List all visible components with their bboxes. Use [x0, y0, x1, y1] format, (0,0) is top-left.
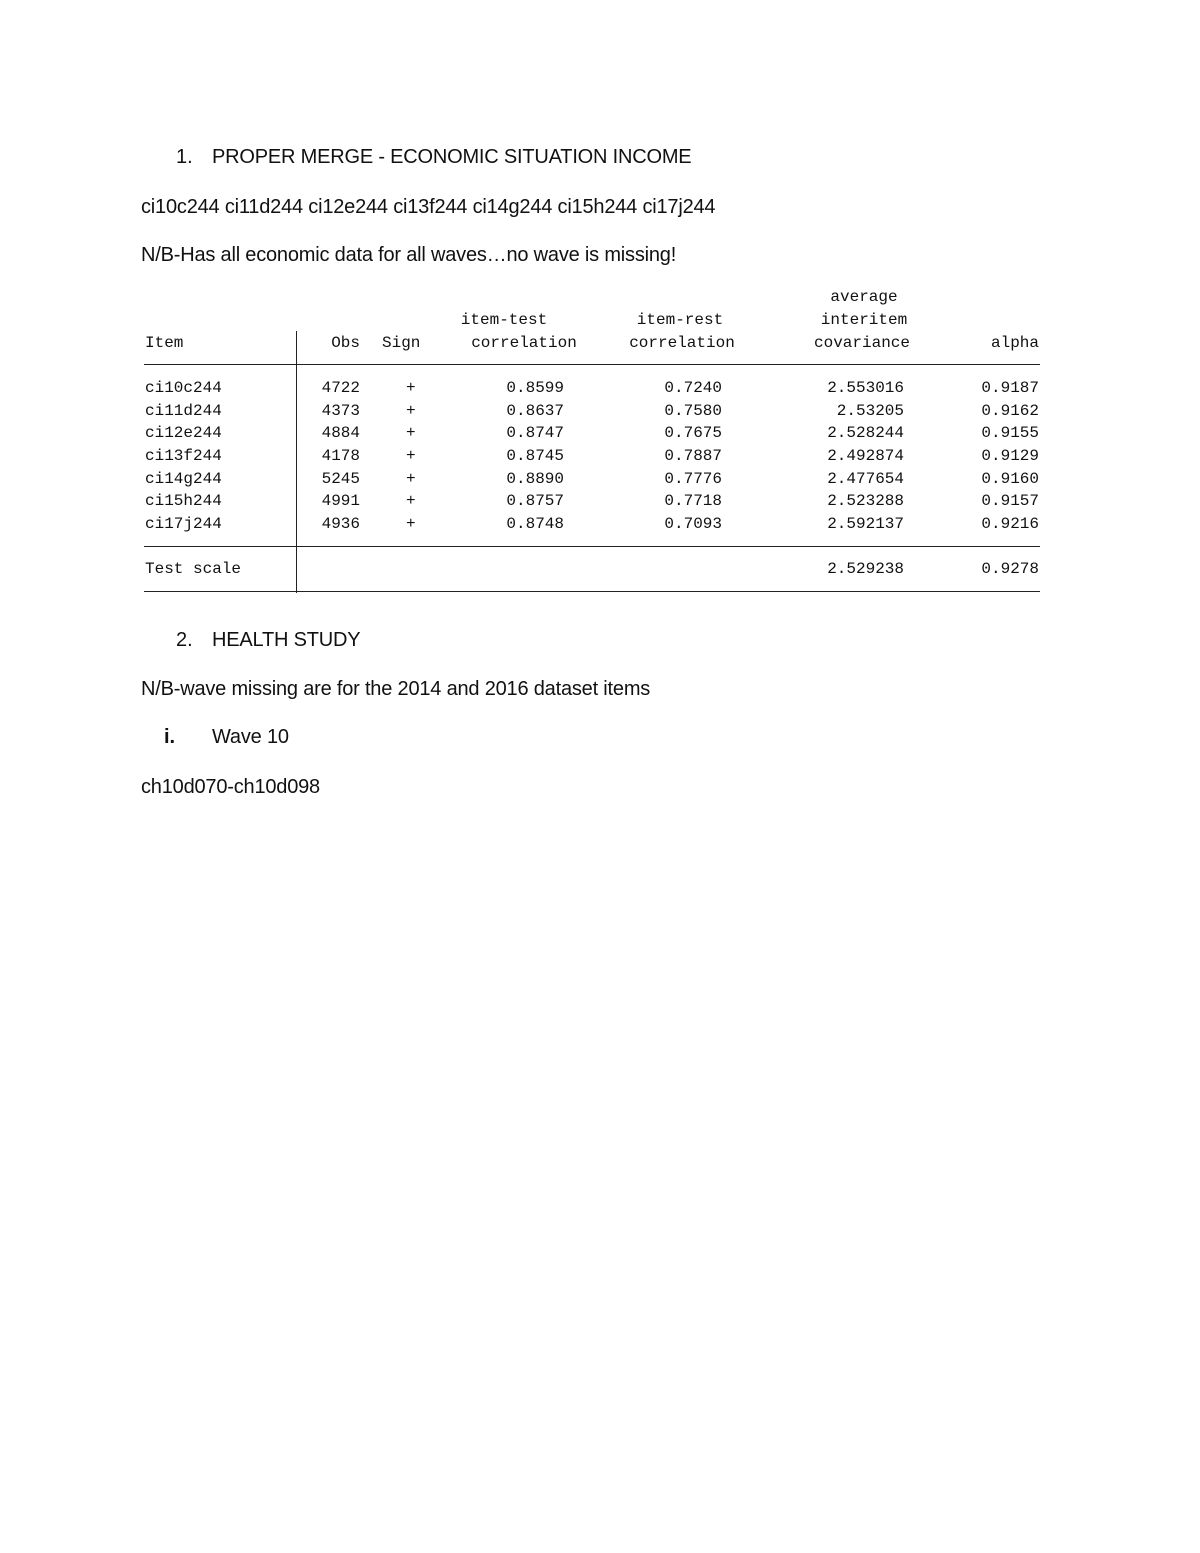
row-alpha: 0.9216 [981, 515, 1039, 533]
section-2-number: 2. [176, 629, 193, 651]
row-obs: 4373 [321, 402, 360, 420]
row-item-rest: 0.7240 [664, 379, 722, 397]
row-covariance: 2.592137 [827, 515, 904, 533]
header-alpha: alpha [990, 334, 1039, 352]
row-item: ci17j244 [145, 515, 222, 533]
subsection-number: i. [164, 726, 176, 748]
section-1-note: N/B-Has all economic data for all waves…no wave is missing! [141, 244, 677, 266]
row-item: ci11d244 [145, 402, 222, 420]
row-covariance: 2.492874 [827, 447, 904, 465]
row-sign: + [406, 402, 416, 420]
row-item-rest: 0.7675 [664, 424, 722, 442]
row-covariance: 2.528244 [827, 424, 904, 442]
test-scale-covariance: 2.529238 [827, 560, 904, 578]
row-item-test: 0.8757 [506, 492, 564, 510]
section-1-number: 1. [176, 146, 193, 168]
row-sign: + [406, 379, 416, 397]
header-item: Item [145, 334, 184, 352]
row-obs: 4991 [321, 492, 360, 510]
row-item-rest: 0.7580 [664, 402, 722, 420]
row-item-rest: 0.7887 [664, 447, 722, 465]
header-item-test-line2: correlation [471, 334, 577, 352]
test-scale-alpha: 0.9278 [981, 560, 1039, 578]
test-scale-label: Test scale [145, 560, 242, 578]
header-covariance-line2: interitem [820, 311, 908, 329]
table-vertical-rule [296, 331, 297, 593]
row-item: ci14g244 [145, 470, 222, 488]
row-alpha: 0.9162 [981, 402, 1039, 420]
header-item-rest-line2: correlation [629, 334, 735, 352]
row-sign: + [406, 424, 416, 442]
section-1-heading: PROPER MERGE - ECONOMIC SITUATION INCOME [212, 146, 692, 168]
row-alpha: 0.9129 [981, 447, 1039, 465]
row-item-test: 0.8747 [506, 424, 564, 442]
row-obs: 4884 [321, 424, 360, 442]
row-item-rest: 0.7093 [664, 515, 722, 533]
row-sign: + [406, 515, 416, 533]
row-sign: + [406, 447, 416, 465]
row-item-test: 0.8637 [506, 402, 564, 420]
row-item-test: 0.8599 [506, 379, 564, 397]
section-1-variables: ci10c244 ci11d244 ci12e244 ci13f244 ci14g244 ci15h244 ci17j244 [141, 196, 716, 218]
table-test-scale-rule [144, 546, 1040, 547]
row-item-test: 0.8745 [506, 447, 564, 465]
row-covariance: 2.523288 [827, 492, 904, 510]
header-obs: Obs [331, 334, 360, 352]
row-covariance: 2.477654 [827, 470, 904, 488]
row-obs: 4722 [321, 379, 360, 397]
row-item: ci15h244 [145, 492, 222, 510]
row-item-rest: 0.7776 [664, 470, 722, 488]
row-alpha: 0.9155 [981, 424, 1039, 442]
header-item-test-line1: item-test [460, 311, 548, 329]
section-2-variables: ch10d070-ch10d098 [141, 776, 320, 798]
row-item: ci10c244 [145, 379, 222, 397]
alpha-output-table [144, 285, 1040, 595]
row-covariance: 2.53205 [836, 402, 904, 420]
row-covariance: 2.553016 [827, 379, 904, 397]
row-obs: 5245 [321, 470, 360, 488]
section-2-note: N/B-wave missing are for the 2014 and 2016 dataset items [141, 678, 651, 700]
row-sign: + [406, 470, 416, 488]
row-alpha: 0.9160 [981, 470, 1039, 488]
row-item-test: 0.8748 [506, 515, 564, 533]
row-obs: 4936 [321, 515, 360, 533]
row-item: ci12e244 [145, 424, 222, 442]
section-2-heading: HEALTH STUDY [212, 629, 361, 651]
table-header-rule [144, 364, 1040, 365]
row-item-rest: 0.7718 [664, 492, 722, 510]
header-sign: Sign [382, 334, 421, 352]
row-alpha: 0.9187 [981, 379, 1039, 397]
header-covariance-line1: average [830, 288, 898, 306]
row-sign: + [406, 492, 416, 510]
header-item-rest-line1: item-rest [636, 311, 724, 329]
table-bottom-rule [144, 591, 1040, 592]
row-item-test: 0.8890 [506, 470, 564, 488]
row-obs: 4178 [321, 447, 360, 465]
row-item: ci13f244 [145, 447, 222, 465]
header-covariance-line3: covariance [813, 334, 910, 352]
row-alpha: 0.9157 [981, 492, 1039, 510]
subsection-heading: Wave 10 [212, 726, 289, 748]
